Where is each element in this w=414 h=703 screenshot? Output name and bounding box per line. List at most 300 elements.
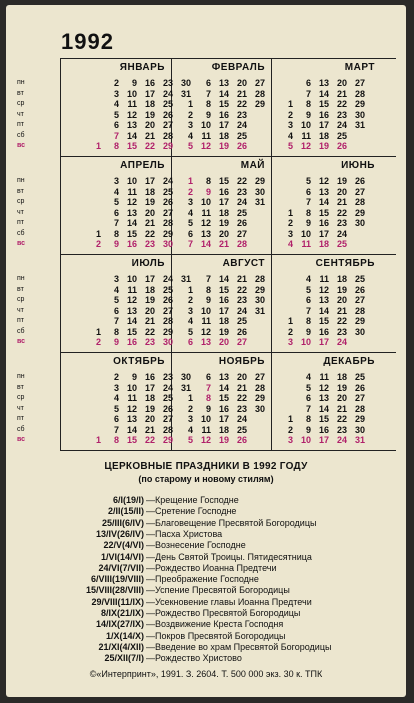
- day-number: 31: [180, 274, 191, 284]
- day-number: 4: [305, 372, 311, 382]
- holiday-date: 1/X(14/X): [105, 630, 144, 641]
- holiday-name: —День Святой Троицы. Пятидесятница: [146, 551, 312, 562]
- day-number: 6: [305, 393, 311, 403]
- holiday-row: [6, 517, 406, 529]
- day-number: 3: [187, 197, 193, 207]
- day-number: 7: [113, 130, 119, 141]
- day-number: 4: [187, 130, 193, 141]
- day-number: 17: [318, 228, 329, 239]
- day-number: 20: [236, 78, 247, 88]
- day-number: 20: [218, 228, 229, 239]
- day-number: 8: [205, 393, 211, 403]
- day-number: 27: [254, 372, 265, 382]
- holiday-row: [6, 618, 406, 630]
- day-number: 1: [95, 326, 101, 337]
- day-number: 26: [236, 435, 247, 445]
- day-number: 25: [162, 393, 173, 403]
- day-number: 10: [300, 337, 311, 347]
- weekday-label: сб: [17, 229, 25, 237]
- day-number: 30: [354, 424, 365, 435]
- holiday-row: [6, 494, 406, 506]
- day-number: 19: [218, 326, 229, 337]
- month-block: [271, 156, 381, 254]
- day-number: 17: [144, 88, 155, 99]
- day-number: 25: [336, 130, 347, 141]
- weekday-label: вс: [17, 436, 26, 443]
- day-number: 18: [144, 393, 155, 403]
- holiday-date: 29/VIII(11/IX): [91, 596, 144, 607]
- holiday-name: —Рождество Христово: [146, 653, 242, 664]
- day-number: 10: [126, 88, 137, 99]
- day-number: 22: [336, 207, 347, 218]
- weekday-label: ср: [17, 296, 25, 303]
- day-number: 27: [162, 207, 173, 218]
- day-number: 19: [218, 218, 229, 228]
- weekday-label: чт: [17, 404, 24, 412]
- day-number: 14: [126, 424, 137, 435]
- day-number: 14: [218, 274, 229, 284]
- day-number: 31: [254, 197, 265, 207]
- weekday-label: пн: [17, 275, 25, 282]
- day-number: 30: [162, 337, 173, 347]
- weekday-label: вс: [17, 142, 26, 149]
- day-number: 28: [236, 239, 247, 249]
- holiday-row: [6, 562, 406, 574]
- holiday-date: 22/V(4/VI): [103, 540, 144, 551]
- day-number: 15: [126, 326, 137, 337]
- day-number: 2: [187, 403, 193, 414]
- day-number: 4: [187, 424, 193, 435]
- day-number: 15: [318, 99, 329, 109]
- day-number: 18: [336, 372, 347, 382]
- day-number: 3: [113, 274, 119, 284]
- day-number: 12: [318, 176, 329, 186]
- day-number: 11: [127, 284, 137, 295]
- day-number: 17: [318, 120, 329, 130]
- weekday-label: вт: [17, 89, 24, 97]
- day-number: 18: [218, 424, 229, 435]
- day-number: 16: [218, 403, 229, 414]
- day-number: 1: [187, 284, 193, 295]
- day-number: 19: [336, 176, 347, 186]
- month-block: [271, 58, 381, 156]
- day-number: 3: [287, 228, 293, 239]
- day-number: 6: [205, 372, 211, 382]
- day-number: 20: [336, 393, 347, 403]
- day-number: 30: [354, 218, 365, 228]
- day-number: 1: [187, 393, 193, 403]
- day-number: 22: [336, 99, 347, 109]
- day-number: 23: [162, 78, 173, 88]
- day-number: 23: [144, 239, 155, 249]
- day-number: 14: [318, 403, 329, 414]
- day-number: 15: [218, 284, 229, 295]
- day-number: 19: [318, 141, 329, 151]
- day-number: 2: [287, 424, 293, 435]
- day-number: 29: [354, 207, 365, 218]
- day-number: 19: [144, 295, 155, 305]
- day-number: 13: [200, 228, 211, 239]
- day-number: 1: [95, 435, 101, 445]
- day-number: 24: [336, 120, 347, 130]
- holiday-date: 21/XI(4/XII): [98, 641, 144, 652]
- day-number: 7: [113, 218, 119, 228]
- day-number: 6: [305, 295, 311, 305]
- day-number: 28: [162, 316, 173, 326]
- holidays-subtitle: (по старому и новому стилям): [138, 474, 274, 484]
- holiday-date: 25/XII(7/I): [104, 653, 144, 664]
- day-number: 17: [218, 414, 229, 424]
- day-number: 4: [187, 207, 193, 218]
- day-number: 21: [144, 424, 155, 435]
- day-number: 16: [126, 337, 137, 347]
- month-block: [17, 254, 191, 352]
- day-number: 22: [144, 326, 155, 337]
- day-number: 25: [236, 316, 247, 326]
- day-number: 9: [131, 78, 137, 88]
- day-number: 24: [336, 337, 347, 347]
- day-number: 7: [305, 403, 311, 414]
- day-number: 15: [218, 393, 229, 403]
- day-number: 7: [113, 316, 119, 326]
- day-number: 25: [162, 186, 173, 197]
- day-number: 18: [318, 130, 329, 141]
- day-number: 28: [254, 274, 265, 284]
- holiday-name: —Благовещение Пресвятой Богородицы: [146, 517, 317, 528]
- day-number: 8: [305, 99, 311, 109]
- holiday-date: 15/VIII(28/VIII): [85, 585, 144, 596]
- day-number: 1: [287, 414, 293, 424]
- day-number: 27: [354, 78, 365, 88]
- weekday-label: вт: [17, 383, 24, 391]
- day-number: 19: [144, 109, 155, 120]
- day-number: 22: [144, 228, 155, 239]
- day-number: 12: [126, 197, 137, 207]
- day-number: 22: [336, 316, 347, 326]
- day-number: 1: [95, 141, 101, 151]
- holiday-row: [6, 528, 406, 540]
- holiday-name: —Крещение Господне: [146, 495, 239, 505]
- month-block: [171, 352, 271, 450]
- month-name: ДЕКАБРЬ: [323, 356, 375, 367]
- day-number: 25: [236, 424, 247, 435]
- day-number: 21: [236, 274, 247, 284]
- day-number: 8: [305, 316, 311, 326]
- day-number: 21: [144, 316, 155, 326]
- day-number: 12: [126, 295, 137, 305]
- month-name: ОКТЯБРЬ: [113, 356, 165, 367]
- month-name: ЯНВАРЬ: [119, 62, 165, 73]
- day-number: 18: [144, 99, 155, 109]
- day-number: 2: [287, 218, 293, 228]
- day-number: 31: [354, 435, 365, 445]
- month-name: МАЙ: [240, 160, 265, 171]
- day-number: 24: [162, 382, 173, 393]
- day-number: 25: [162, 284, 173, 295]
- day-number: 11: [201, 130, 211, 141]
- day-number: 6: [187, 337, 193, 347]
- holiday-date: 8/IX(21/IX): [100, 608, 144, 618]
- day-number: 17: [218, 120, 229, 130]
- calendar-card: [6, 5, 406, 697]
- weekday-label: сб: [17, 131, 25, 139]
- day-number: 20: [144, 120, 155, 130]
- day-number: 22: [236, 284, 247, 295]
- day-number: 26: [354, 382, 365, 393]
- day-number: 13: [318, 186, 329, 197]
- day-number: 3: [187, 305, 193, 316]
- day-number: 23: [236, 403, 247, 414]
- day-number: 8: [113, 228, 119, 239]
- day-number: 26: [162, 295, 173, 305]
- day-number: 21: [336, 88, 347, 99]
- holiday-date: 6/VIII(19/VIII): [90, 574, 144, 585]
- day-number: 24: [336, 228, 347, 239]
- day-number: 29: [254, 99, 265, 109]
- weekday-label: пт: [17, 219, 24, 226]
- day-number: 29: [254, 176, 265, 186]
- day-number: 5: [305, 176, 311, 186]
- day-number: 24: [236, 414, 247, 424]
- day-number: 7: [205, 274, 211, 284]
- day-number: 1: [187, 176, 193, 186]
- day-number: 29: [354, 99, 365, 109]
- month-name: ИЮНЬ: [341, 160, 375, 171]
- day-number: 26: [354, 176, 365, 186]
- day-number: 5: [113, 197, 119, 207]
- day-number: 27: [162, 120, 173, 130]
- day-number: 23: [236, 109, 247, 120]
- day-number: 6: [187, 228, 193, 239]
- day-number: 7: [305, 305, 311, 316]
- holiday-date: 14/IX(27/IX): [95, 619, 144, 630]
- day-number: 21: [144, 218, 155, 228]
- day-number: 22: [336, 414, 347, 424]
- day-number: 9: [131, 372, 137, 382]
- day-number: 16: [318, 218, 329, 228]
- day-number: 3: [287, 120, 293, 130]
- day-number: 8: [305, 207, 311, 218]
- day-number: 6: [305, 78, 311, 88]
- holiday-row: [6, 596, 406, 608]
- day-number: 21: [218, 239, 229, 249]
- day-number: 19: [218, 141, 229, 151]
- day-number: 13: [126, 305, 137, 316]
- day-number: 10: [300, 228, 311, 239]
- day-number: 28: [354, 305, 365, 316]
- holiday-name: —Успение Пресвятой Богородицы: [146, 585, 290, 596]
- day-number: 8: [205, 99, 211, 109]
- day-number: 27: [162, 414, 173, 424]
- day-number: 20: [336, 295, 347, 305]
- weekday-label: ср: [17, 394, 25, 401]
- day-number: 11: [319, 274, 329, 284]
- month-name: АПРЕЛЬ: [120, 160, 165, 171]
- holiday-name: —Рождество Иоанна Предтечи: [146, 562, 277, 573]
- day-number: 15: [126, 435, 137, 445]
- day-number: 6: [205, 78, 211, 88]
- day-number: 10: [200, 414, 211, 424]
- day-number: 9: [205, 403, 211, 414]
- day-number: 31: [354, 120, 365, 130]
- day-number: 2: [95, 239, 101, 249]
- day-number: 1: [187, 99, 193, 109]
- day-number: 24: [236, 197, 247, 207]
- day-number: 4: [287, 130, 293, 141]
- day-number: 5: [113, 109, 119, 120]
- day-number: 18: [318, 239, 329, 249]
- day-number: 3: [187, 120, 193, 130]
- month-name: МАРТ: [344, 62, 375, 73]
- day-number: 17: [218, 305, 229, 316]
- holiday-name: —Покров Пресвятой Богородицы: [146, 630, 286, 641]
- day-number: 3: [187, 414, 193, 424]
- weekday-label: пн: [17, 79, 25, 86]
- day-number: 5: [187, 326, 193, 337]
- day-number: 15: [126, 141, 137, 151]
- day-number: 30: [162, 239, 173, 249]
- holiday-row: [6, 551, 406, 563]
- day-number: 20: [144, 207, 155, 218]
- day-number: 9: [305, 424, 311, 435]
- day-number: 1: [287, 316, 293, 326]
- day-number: 9: [205, 186, 211, 197]
- day-number: 16: [318, 326, 329, 337]
- day-number: 6: [113, 414, 119, 424]
- day-number: 29: [162, 326, 173, 337]
- day-number: 5: [287, 141, 293, 151]
- day-number: 9: [113, 337, 119, 347]
- day-number: 3: [113, 382, 119, 393]
- month-block: [271, 352, 381, 450]
- day-number: 2: [287, 109, 293, 120]
- holiday-row: [6, 573, 406, 585]
- day-number: 24: [336, 435, 347, 445]
- day-number: 16: [218, 109, 229, 120]
- holiday-name: —Пасха Христова: [146, 528, 223, 539]
- holiday-row: [6, 505, 406, 517]
- day-number: 7: [205, 88, 211, 99]
- day-number: 12: [200, 141, 211, 151]
- day-number: 21: [336, 197, 347, 207]
- day-number: 31: [254, 305, 265, 316]
- day-number: 25: [236, 130, 247, 141]
- day-number: 4: [113, 393, 119, 403]
- day-number: 21: [236, 382, 247, 393]
- day-number: 29: [354, 414, 365, 424]
- weekday-label: чт: [17, 306, 24, 314]
- holiday-row: [6, 539, 406, 551]
- day-number: 12: [200, 218, 211, 228]
- day-number: 15: [218, 176, 229, 186]
- day-number: 23: [144, 337, 155, 347]
- day-number: 4: [305, 274, 311, 284]
- day-number: 25: [336, 239, 347, 249]
- day-number: 30: [180, 78, 191, 88]
- day-number: 14: [318, 197, 329, 207]
- day-number: 21: [336, 403, 347, 414]
- holiday-date: 2/II(15/II): [107, 506, 144, 517]
- day-number: 22: [144, 141, 155, 151]
- day-number: 2: [187, 186, 193, 197]
- day-number: 17: [144, 274, 155, 284]
- day-number: 5: [187, 141, 193, 151]
- day-number: 26: [236, 326, 247, 337]
- day-number: 14: [200, 239, 211, 249]
- day-number: 12: [200, 435, 211, 445]
- day-number: 12: [200, 326, 211, 337]
- day-number: 9: [205, 109, 211, 120]
- day-number: 14: [126, 130, 137, 141]
- day-number: 7: [187, 239, 193, 249]
- day-number: 23: [336, 109, 347, 120]
- day-number: 2: [113, 78, 119, 88]
- day-number: 7: [205, 382, 211, 393]
- day-number: 25: [354, 372, 365, 382]
- day-number: 20: [144, 305, 155, 316]
- day-number: 19: [144, 197, 155, 207]
- day-number: 10: [126, 176, 137, 186]
- day-number: 26: [236, 141, 247, 151]
- holiday-date: 1/VI(14/VI): [100, 551, 144, 562]
- day-number: 13: [126, 414, 137, 424]
- weekday-label: ср: [17, 198, 25, 205]
- day-number: 29: [162, 228, 173, 239]
- day-number: 11: [127, 99, 137, 109]
- day-number: 15: [318, 414, 329, 424]
- day-number: 21: [336, 305, 347, 316]
- day-number: 20: [144, 414, 155, 424]
- footer-imprint: ©«Интерпринт», 1991. З. 2604. Т. 500 000 экз. 30 к. ТПК: [89, 669, 323, 679]
- day-number: 9: [305, 326, 311, 337]
- day-number: 30: [254, 186, 265, 197]
- weekday-label: вт: [17, 187, 24, 195]
- day-number: 11: [201, 207, 211, 218]
- day-number: 24: [162, 88, 173, 99]
- day-number: 24: [236, 305, 247, 316]
- weekday-label: пн: [17, 373, 25, 380]
- day-number: 13: [126, 207, 137, 218]
- day-number: 28: [354, 197, 365, 207]
- day-number: 20: [336, 186, 347, 197]
- day-number: 15: [318, 316, 329, 326]
- weekday-label: пт: [17, 317, 24, 324]
- day-number: 5: [113, 403, 119, 414]
- day-number: 27: [354, 186, 365, 197]
- day-number: 21: [236, 88, 247, 99]
- day-number: 2: [187, 109, 193, 120]
- day-number: 30: [180, 372, 191, 382]
- day-number: 12: [318, 284, 329, 295]
- day-number: 26: [336, 141, 347, 151]
- day-number: 10: [126, 274, 137, 284]
- day-number: 2: [95, 337, 101, 347]
- day-number: 11: [127, 393, 137, 403]
- day-number: 20: [218, 337, 229, 347]
- day-number: 14: [318, 305, 329, 316]
- weekday-label: вс: [17, 240, 26, 247]
- day-number: 5: [305, 284, 311, 295]
- day-number: 31: [180, 382, 191, 393]
- day-number: 31: [180, 88, 191, 99]
- day-number: 10: [200, 120, 211, 130]
- day-number: 2: [113, 372, 119, 382]
- day-number: 21: [144, 130, 155, 141]
- day-number: 13: [218, 78, 229, 88]
- day-number: 1: [95, 228, 101, 239]
- day-number: 25: [354, 274, 365, 284]
- weekday-label: сб: [17, 425, 25, 433]
